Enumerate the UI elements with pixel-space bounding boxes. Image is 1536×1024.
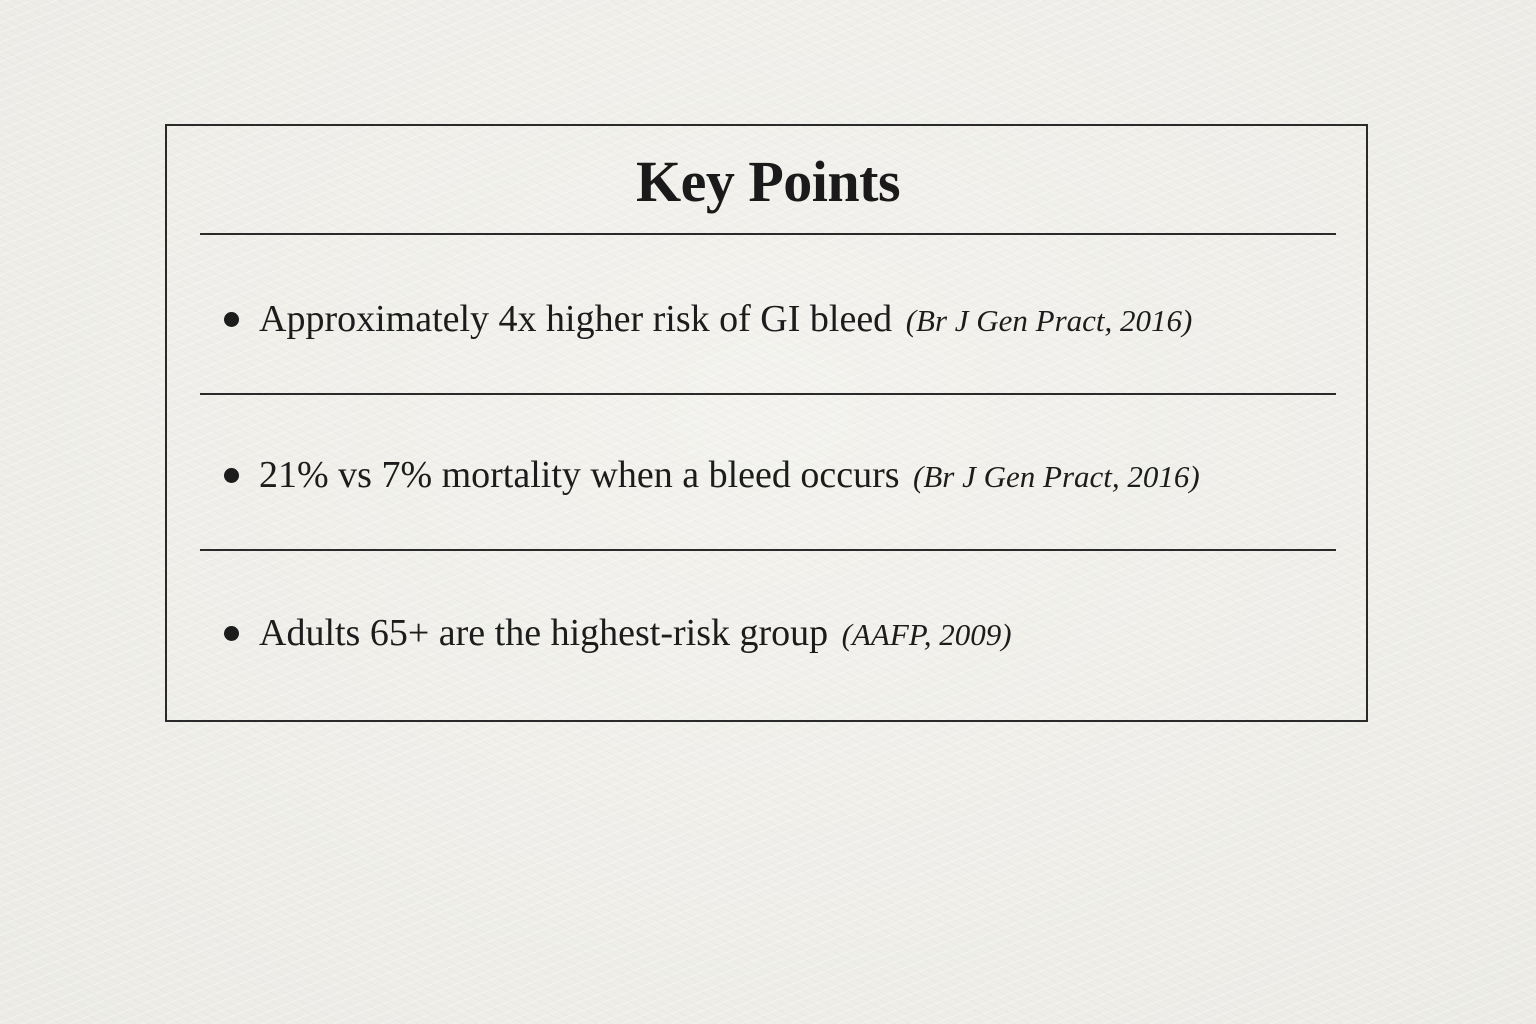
list-item	[224, 451, 1200, 501]
list-item	[224, 295, 1192, 345]
bullet-icon	[224, 312, 239, 327]
point-citation: (Br J Gen Pract, 2016)	[913, 459, 1200, 494]
point-text: Approximately 4x higher risk of GI bleed	[259, 298, 893, 340]
page-title: Key Points	[635, 149, 901, 214]
divider	[200, 233, 1336, 235]
divider	[200, 393, 1336, 395]
bullet-icon	[224, 468, 239, 483]
point-citation: (Br J Gen Pract, 2016)	[905, 303, 1193, 338]
point-citation: (AAFP, 2009)	[841, 617, 1012, 652]
bullet-icon	[224, 626, 239, 641]
point-text: Adults 65+ are the highest-risk group	[259, 612, 829, 654]
divider	[200, 549, 1336, 551]
list-item	[224, 609, 1012, 659]
point-text: 21% vs 7% mortality when a bleed occurs	[259, 454, 900, 496]
